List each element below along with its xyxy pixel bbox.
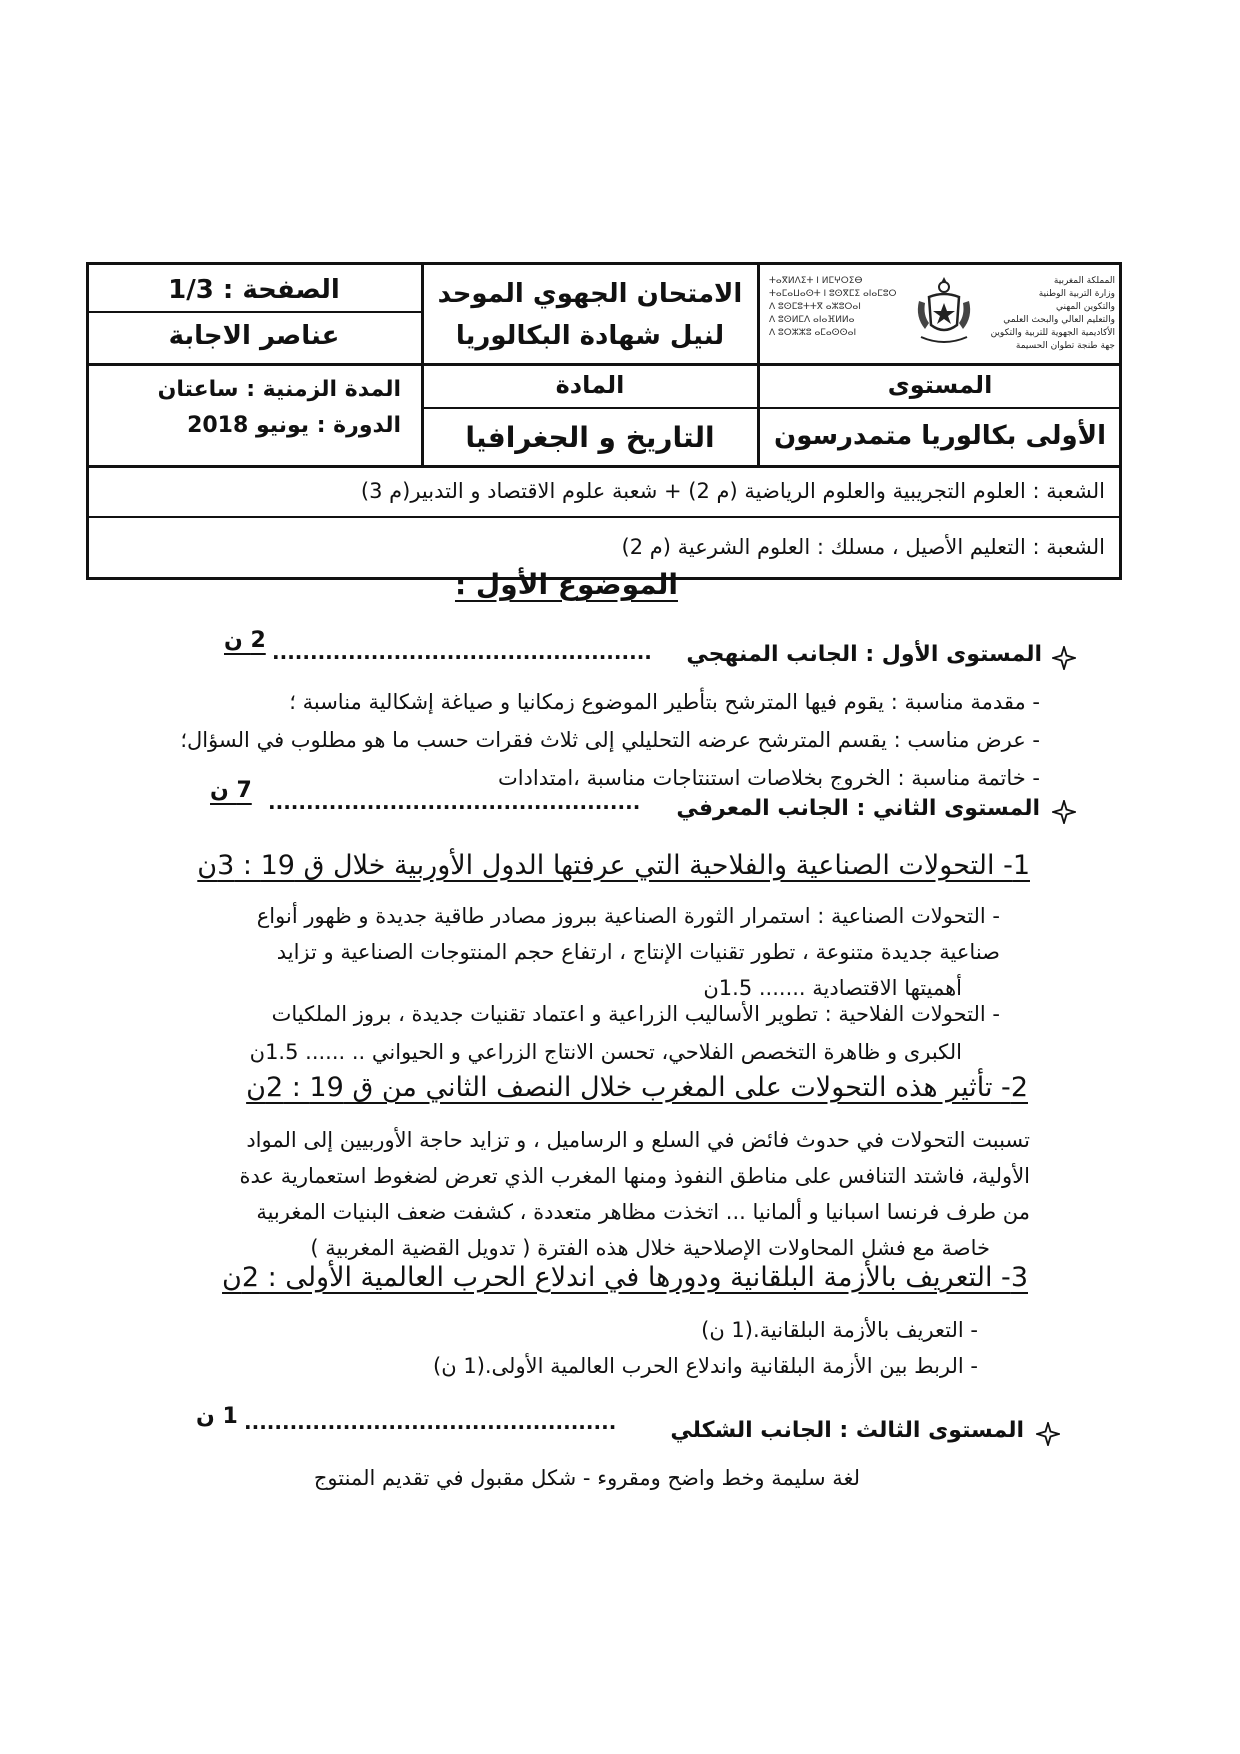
divider [89,311,423,313]
divider [89,465,1119,468]
star-bullet-icon [1052,800,1076,824]
q2-title: 2- تأثير هذه التحولات على المغرب خلال النصف الثاني من ق 19 : 2ن [246,1072,1028,1103]
level-label: المستوى [887,371,993,399]
ministry-tifinagh-text: ⵜⴰⴳⵍⴷⵉⵜ ⵏ ⵍⵎⵖⵔⵉⴱ ⵜⴰⵎⴰⵡⴰⵙⵜ ⵏ ⵓⵙⴳⵎⵉ ⴰⵏⴰⵎⵓⵔ ⴷ ⵓⵙⵎⵓⵜⵜⴳ ⴰⵣⵓⵔⴰⵏ ⴷ ⵓⵙⵍⵎⴷ ⴰⵏⴰⴼⵍⵍⴰ ⴷ ⵓⵔⵣⵣⵓ ⴰⵎⴰⵙⵙⴰⵏ [769,276,897,338]
exam-title-line2: لنيل شهادة البكالوريا [455,321,725,351]
level3-title: المستوى الثالث : الجانب الشكلي [670,1418,1024,1443]
subject-value: التاريخ و الجغرافيا [465,421,715,454]
q2-line4: خاصة مع فشل المحاولات الإصلاحية خلال هذه الفترة ( تدويل القضية المغربية ) [310,1236,990,1260]
divider [89,516,1119,518]
subject-label: المادة [555,371,625,399]
q3-item-link: - الربط بين الأزمة البلقانية واندلاع الحرب العالمية الأولى.(1 ن) [433,1354,978,1378]
q1-agricultural-line2: الكبرى و ظاهرة التخصص الفلاحي، تحسن الانتاج الزراعي و الحيواني .. ...... 1.5ن [249,1040,962,1064]
level1-item-conclusion: - خاتمة مناسبة : الخروج بخلاصات استنتاجات مناسبة ،امتدادات [497,766,1040,790]
q1-industrial-line1: - التحولات الصناعية : استمرار الثورة الصناعية ببروز مصادر طاقية جديدة و ظهور أنواع [256,904,1000,928]
divider [757,265,760,465]
q1-title: 1- التحولات الصناعية والفلاحية التي عرفتها الدول الأوربية خلال ق 19 : 3ن [197,850,1030,881]
q2-line1: تسببت التحولات في حدوث فائض في السلع و الرساميل ، و تزايد حاجة الأوربيين إلى المواد [246,1128,1030,1152]
q1-agricultural-line1: - التحولات الفلاحية : تطوير الأساليب الزراعية و اعتماد تقنيات جديدة ، بروز الملكيات [271,1002,1000,1026]
page-number: الصفحة : 1/3 [168,275,340,305]
level2-title: المستوى الثاني : الجانب المعرفي [676,796,1040,821]
q2-line2: الأولية، فاشتد التنافس على مناطق النفوذ ومنها المغرب الذي تعرض لضغوط استعمارية عدة [239,1164,1030,1188]
level1-item-introduction: - مقدمة مناسبة : يقوم فيها المترشح بتأطير الموضوع زمكانيا و صياغة إشكالية مناسبة ؛ [289,690,1040,714]
answer-elements-label: عناصر الاجابة [168,321,340,351]
divider [89,363,1119,366]
level3-text: لغة سليمة وخط واضح ومقروء - شكل مقبول في تقديم المنتوج [313,1466,860,1490]
q1-industrial-line2: صناعية جديدة متنوعة ، تطور تقنيات الإنتاج ، ارتفاع حجم المنتوجات الصناعية و تزايد [276,940,1000,964]
exam-title-line1: الامتحان الجهوي الموحد [437,279,743,309]
divider [421,265,424,465]
q3-title: 3- التعريف بالأزمة البلقانية ودورها في اندلاع الحرب العالمية الأولى : 2ن [222,1262,1028,1293]
moroccan-emblem-icon [911,271,977,351]
level1-dots: .................................................. [272,640,652,664]
ministry-arabic-text: المملكة المغربية وزارة التربية الوطنية والتكوين المهني والتعليم العالي والبحث العلمي الأكاديمية الجهوية للتربية والتكوين جهة طنجة تطوان الحسيمة [990,276,1115,351]
level-value: الأولى بكالوريا متمدرسون [774,421,1106,451]
q3-item-definition: - التعريف بالأزمة البلقانية.(1 ن) [701,1318,978,1342]
session: الدورة : يونيو 2018 [187,413,401,438]
branch-original-education: الشعبة : التعليم الأصيل ، مسلك : العلوم الشرعية (م 2) [621,535,1105,559]
exam-header-table [86,262,1122,580]
q1-industrial-line3: أهميتها الاقتصادية ....... 1.5ن [703,976,962,1000]
star-bullet-icon [1052,646,1076,670]
divider [423,407,1119,409]
level2-points: 7 ن [210,778,252,803]
star-bullet-icon [1036,1422,1060,1446]
branch-sciences: الشعبة : العلوم التجريبية والعلوم الرياضية (م 2) + شعبة علوم الاقتصاد و التدبير(م 3) [360,479,1105,503]
level1-item-body: - عرض مناسب : يقسم المترشح عرضه التحليلي إلى ثلاث فقرات حسب ما هو مطلوب في السؤال؛ [180,728,1040,752]
q2-line3: من طرف فرنسا اسبانيا و ألمانيا ... اتخذت مظاهر متعددة ، كشفت ضعف البنيات المغربية [256,1200,1030,1224]
topic-title: الموضوع الأول : [454,568,678,601]
duration: المدة الزمنية : ساعتان [157,377,401,402]
level3-points: 1 ن [196,1404,238,1429]
level3-dots: ................................................. [244,1410,617,1434]
level1-title: المستوى الأول : الجانب المنهجي [686,642,1042,667]
level2-dots: ................................................. [268,790,641,814]
level1-points: 2 ن [224,628,266,653]
